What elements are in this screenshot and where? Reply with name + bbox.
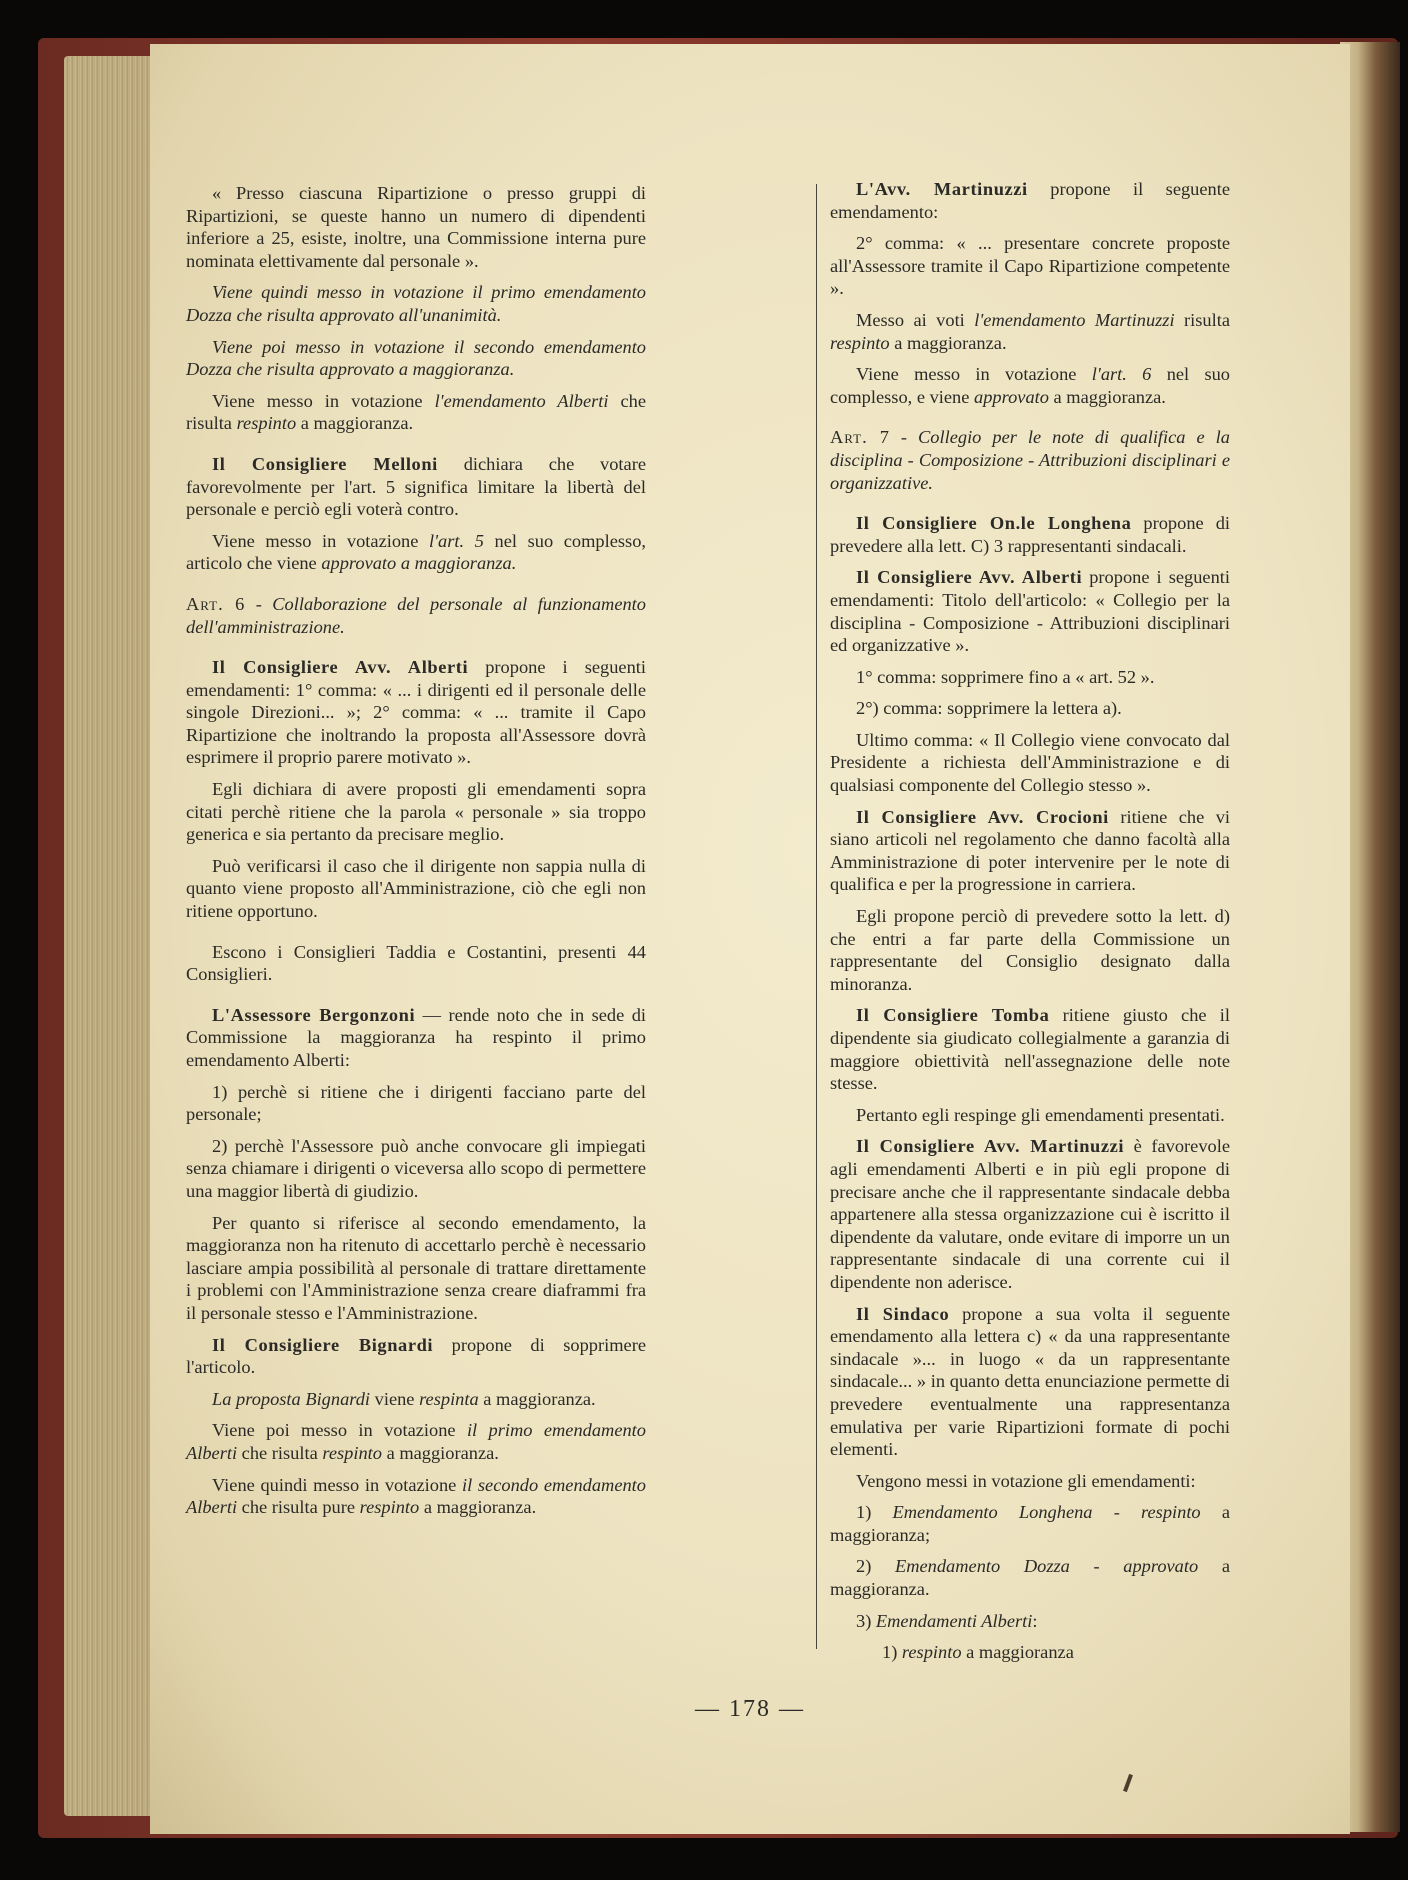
text: 3) [856,1610,876,1631]
text: respinto [322,1442,382,1463]
paragraph [186,1419,646,1464]
list-item [830,1555,1230,1600]
text: approvato a maggioranza. [321,553,517,574]
paragraph: « Presso ciascuna Ripartizione o presso gruppi di Ripartizioni, se queste hanno un numero di dipendenti inferiore a 25, esiste, inoltre, una Commissione interna pure nominata elettivamente dal personale ». [186,183,646,271]
article-title: - Collaborazione del personale al funzionamento dell'amministrazione. [186,593,646,637]
paragraph [186,656,646,769]
text: dichiara che votare favorevolmente per l'art. 5 significa limitare la libertà del personale e perciò egli voterà contro. [186,453,646,520]
paragraph: 2°) comma: sopprimere la lettera a). [856,698,1122,719]
left-column [186,182,646,1528]
speaker-name: Il Consigliere Avv. Martinuzzi [856,1136,1125,1157]
text: che risulta [186,390,646,434]
article-label: Art. 6 [186,593,246,614]
speaker-name: Il Consigliere Tomba [856,1005,1050,1026]
paragraph: Escono i Consiglieri Taddia e Costantini, presenti 44 Consiglieri. [186,941,646,985]
paragraph [186,1388,646,1411]
paragraph: Viene poi messo in votazione il secondo emendamento Dozza che risulta approvato a maggioranza. [186,336,646,380]
text: propone di sopprimere l'articolo. [186,1334,646,1378]
text: 1) [856,1502,893,1523]
text: approvato [974,386,1049,407]
text: respinto [830,332,890,353]
text: il secondo emendamento Alberti [186,1474,646,1518]
text: a maggioranza. [830,1556,1231,1600]
paragraph: Può verificarsi il caso che il dirigente non sappia nulla di quanto viene proposto all'Amministrazione, ciò che egli non ritiene opportuno. [186,855,646,922]
page-number: — 178 — [695,1696,805,1722]
paragraph [186,453,646,521]
list-item: 2) perchè l'Assessore può anche convocare gli impiegati senza chiamare i dirigenti o viceversa allo scopo di permettere una maggior libertà di giudizio. [186,1135,646,1201]
paragraph [186,390,646,435]
right-column [830,178,1230,1673]
text: a maggioranza [961,1642,1074,1663]
text: respinto [236,413,297,434]
speaker-name: Il Consigliere Avv. Crocioni [856,806,1109,827]
text: Viene messo in votazione [212,530,430,551]
text: risulta [1174,309,1231,330]
text: Viene messo in votazione [212,390,435,411]
paragraph [186,530,646,575]
text: a maggioranza. [889,332,1007,353]
article-heading [830,426,1230,494]
text: propone i seguenti emendamenti: 1° comma: « ... i dirigenti ed il personale delle singole Direzioni... »; 2° comma: « ... tramite il Capo Ripartizione che inoltrando la proposta all'Assessore dovrà esprimere il proprio parere motivato ». [186,657,646,768]
text: nel suo complesso, e viene [830,364,1231,407]
paragraph [830,309,1230,354]
paragraph [830,178,1230,223]
list-item: 1) perchè si ritiene che i dirigenti facciano parte del personale; [186,1081,646,1125]
paragraph [830,363,1230,408]
text: è favorevole agli emendamenti Alberti e in più egli propone di precisare anche che il rappresentante sindacale debba appartenere alla stessa organizzazione cui è iscritto il dipendente da valutare, onde evitare di imporre un un rappresentante sindacale di una corrente cui il dipendente non aderisce. [830,1136,1230,1292]
article-label: Art. 7 [830,427,890,448]
speaker-name: Il Consigliere Bignardi [212,1334,434,1355]
speaker-name: L'Assessore Bergonzoni [212,1004,416,1025]
text: — rende noto che in sede di Commissione la maggioranza ha respinto il primo emendamento Alberti: [186,1004,646,1070]
text: Messo ai voti [856,309,975,330]
text: a maggioranza. [296,413,414,434]
paragraph: Egli propone perciò di prevedere sotto la lett. d) che entri a far parte della Commissione un rappresentante del Consiglio designato dalla minoranza. [830,906,1230,994]
text: nel suo complesso, articolo che viene [186,530,646,574]
paragraph: Egli dichiara di avere proposti gli emendamenti sopra citati perchè ritiene che la parola « personale » sia troppo generica e sia pertanto da precisare meglio. [186,779,646,845]
text: l'art. 5 [429,530,484,551]
text: Emendamento Longhena - respinto [892,1502,1201,1523]
text: 2) [856,1556,895,1577]
text: che risulta [237,1442,323,1463]
paragraph [186,1474,646,1519]
text: Viene quindi messo in votazione [212,1474,462,1495]
text: l'emendamento Martinuzzi [974,309,1175,330]
text: respinta [419,1388,479,1409]
text: a maggioranza. [1048,386,1166,407]
text: : [1032,1610,1038,1631]
speaker-name: Il Consigliere Melloni [212,453,438,474]
paragraph: Pertanto egli respinge gli emendamenti presentati. [856,1104,1225,1125]
text: propone di prevedere alla lett. C) 3 rappresentanti sindacali. [830,513,1231,556]
speaker-name: Il Consigliere On.le Longhena [856,513,1132,534]
text: La proposta Bignardi [212,1388,371,1409]
speaker-name: Il Sindaco [856,1303,950,1324]
paragraph [186,1004,646,1072]
text: Viene poi messo in votazione [212,1420,467,1441]
text: a maggioranza. [478,1388,596,1409]
text: ritiene che vi siano articoli nel regolamento che danno facoltà alla Amministrazione di poter intervenire per le note di qualifica e per la progressione in carriera. [830,806,1231,895]
text: respinto [901,1642,962,1663]
list-item [830,1641,1230,1664]
paragraph: Viene quindi messo in votazione il primo emendamento Dozza che risulta approvato all'unanimità. [186,282,646,325]
text: viene [370,1388,420,1409]
text: Viene messo in votazione [856,364,1092,385]
paragraph: Ultimo comma: « Il Collegio viene convocato dal Presidente a richiesta dell'Amministrazione e di qualsiasi componente del Collegio stesso ». [830,729,1230,796]
paragraph: 1° comma: sopprimere fino a « art. 52 ». [856,666,1155,687]
text: 1) [882,1642,902,1663]
text: propone i seguenti emendamenti: Titolo dell'articolo: « Collegio per la disciplina - Composizione - Attribuzioni disciplinari ed organizzative ». [830,567,1230,656]
speaker-name: Il Consigliere Avv. Alberti [856,567,1083,588]
text: Emendamento Dozza - approvato [894,1556,1199,1577]
article-heading [186,593,646,638]
paragraph: Per quanto si riferisce al secondo emendamento, la maggioranza non ha ritenuto di accettarlo perchè è necessario lasciare ampia possibilità al personale di trattare direttamente i problemi con l'Amministrazione senza creare diaframmi fra il personale stesso e l'Amministrazione. [186,1212,646,1323]
paragraph [830,806,1230,896]
paragraph [830,1004,1230,1094]
text: a maggioranza; [830,1502,1231,1545]
speaker-name: Il Consigliere Avv. Alberti [212,657,469,678]
document-page [150,44,1350,1834]
text: ritiene giusto che il dipendente sia giudicato collegialmente a garanzia di maggiore obiettività nell'assegnazione delle note stesse. [830,1005,1230,1094]
paragraph [830,1135,1230,1293]
text: propone a sua volta il seguente emendamento alla lettera c) « da una rappresentante sindacale »... in luogo « da un rappresentante sindacale... » in quanto detta enunciazione permette di prevedere eventualmente una rappresentanza emulativa per varie Ripartizioni formate di pochi elementi. [830,1303,1230,1460]
paragraph: 2° comma: « ... presentare concrete proposte all'Assessore tramite il Capo Ripartizione competente ». [830,233,1230,299]
paragraph [186,1334,646,1379]
list-item [830,1501,1230,1546]
text: il primo emendamento Alberti [186,1420,646,1463]
text: a maggioranza. [419,1497,537,1518]
text: l'emendamento Alberti [434,390,609,411]
speaker-name: L'Avv. Martinuzzi [856,179,1028,199]
list-item [830,1610,1230,1633]
paragraph [830,1303,1230,1461]
text: l'art. 6 [1091,364,1152,385]
text: che risulta pure [237,1497,360,1518]
paragraph [830,566,1230,656]
text: propone il seguente emendamento: [830,179,1230,222]
text: respinto [359,1497,420,1518]
paragraph: Vengono messi in votazione gli emendamenti: [856,1470,1196,1491]
column-divider [816,184,817,1649]
text: Emendamenti Alberti [875,1610,1033,1631]
article-title: - Collegio per le note di qualifica e la disciplina - Composizione - Attribuzioni disciplinari e organizzative. [830,427,1230,493]
page-stack-edges [64,56,164,1816]
paragraph [830,512,1230,557]
text: a maggioranza. [381,1442,499,1463]
